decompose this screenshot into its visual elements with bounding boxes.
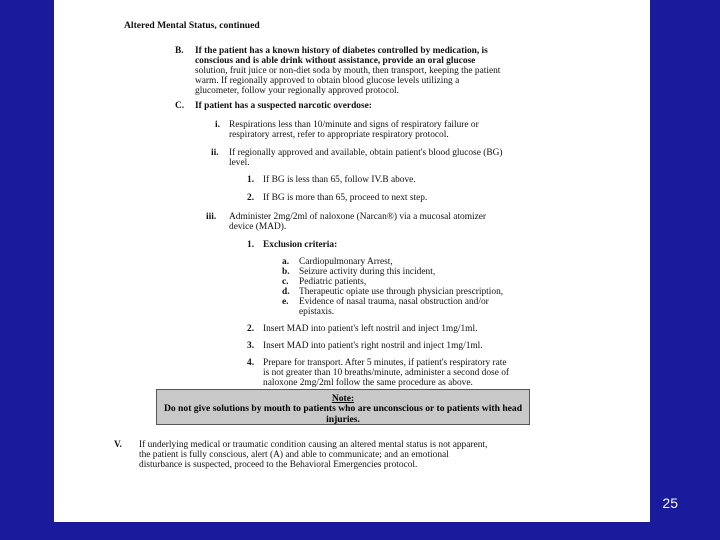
item-iii-2-marker: 2. <box>247 324 255 334</box>
item-iii-4-line: naloxone 2mg/2ml follow the same procedure as above. <box>263 378 473 388</box>
criteria-item: Cardiopulmonary Arrest, <box>299 257 393 267</box>
item-iii-4-line: is not greater than 10 breaths/minute, administer a second dose of <box>263 368 510 378</box>
section-v-line: the patient is fully conscious, alert (A) and able to communicate; and an emotional <box>139 450 449 460</box>
note-body: Do not give solutions by mouth to patients who are unconscious or to patients with head injuries. <box>163 403 523 425</box>
section-c-title: If patient has a suspected narcotic overdose: <box>195 101 372 111</box>
note-title: Note: <box>331 393 355 404</box>
slide-page-number: 25 <box>662 495 678 511</box>
section-v-line: disturbance is suspected, proceed to the Behavioral Emergencies protocol. <box>139 460 418 470</box>
item-ii-line: level. <box>229 158 250 168</box>
exclusion-criteria-title: Exclusion criteria: <box>263 240 338 250</box>
section-v-line: If underlying medical or traumatic condition causing an altered mental status is not apparent, <box>139 440 488 450</box>
section-b-line: solution, fruit juice or non-diet soda by mouth, then transport, keeping the patient <box>195 66 501 76</box>
criteria-item: Pediatric patients, <box>299 277 367 287</box>
item-ii-2-text: If BG is more than 65, proceed to next step. <box>263 193 428 203</box>
criteria-marker: b. <box>282 267 290 277</box>
criteria-marker: c. <box>282 277 289 287</box>
note-box <box>156 389 530 425</box>
item-iii-line: device (MAD). <box>229 222 287 232</box>
criteria-marker: d. <box>282 287 290 297</box>
section-b-line: warm. If regionally approved to obtain blood glucose levels utilizing a <box>195 76 460 86</box>
section-b-line: glucometer, follow your regionally approved protocol. <box>195 86 399 96</box>
item-i-marker: i. <box>215 120 220 130</box>
section-c-marker: C. <box>175 101 185 111</box>
item-i-line: respiratory arrest, refer to appropriate respiratory protocol. <box>229 130 449 140</box>
item-ii-1-text: If BG is less than 65, follow IV.B above. <box>263 175 416 185</box>
item-ii-line: If regionally approved and available, obtain patient's blood glucose (BG) <box>229 148 503 158</box>
item-iii-3-marker: 3. <box>247 341 255 351</box>
document-page <box>54 0 650 522</box>
page-title: Altered Mental Status, continued <box>124 20 260 31</box>
item-i-line: Respirations less than 10/minute and signs of respiratory failure or <box>229 120 479 130</box>
criteria-marker: a. <box>282 257 290 267</box>
item-ii-2-marker: 2. <box>247 193 255 203</box>
section-v-marker: V. <box>114 440 122 450</box>
criteria-marker: e. <box>282 297 289 307</box>
criteria-item: Therapeutic opiate use through physician prescription, <box>299 287 504 297</box>
section-b-marker: B. <box>175 46 184 56</box>
section-b-line: If the patient has a known history of diabetes controlled by medication, is <box>195 46 488 56</box>
item-iii-3-text: Insert MAD into patient's right nostril and inject 1mg/1ml. <box>263 341 483 351</box>
criteria-item: Seizure activity during this incident, <box>299 267 436 277</box>
criteria-item: Evidence of nasal trauma, nasal obstruction and/or <box>299 297 489 307</box>
item-ii-marker: ii. <box>211 148 219 158</box>
section-b-line: conscious and is able drink without assistance, provide an oral glucose <box>195 56 476 66</box>
item-iii-1-marker: 1. <box>247 240 255 250</box>
item-iii-marker: iii. <box>206 212 217 222</box>
item-iii-4-marker: 4. <box>247 358 255 368</box>
item-ii-1-marker: 1. <box>247 175 255 185</box>
item-iii-4-line: Prepare for transport. After 5 minutes, if patient's respiratory rate <box>263 358 507 368</box>
criteria-item-cont: epistaxis. <box>299 307 335 317</box>
item-iii-line: Administer 2mg/2ml of naloxone (Narcan®) via a mucosal atomizer <box>229 212 487 222</box>
item-iii-2-text: Insert MAD into patient's left nostril and inject 1mg/1ml. <box>263 324 478 334</box>
